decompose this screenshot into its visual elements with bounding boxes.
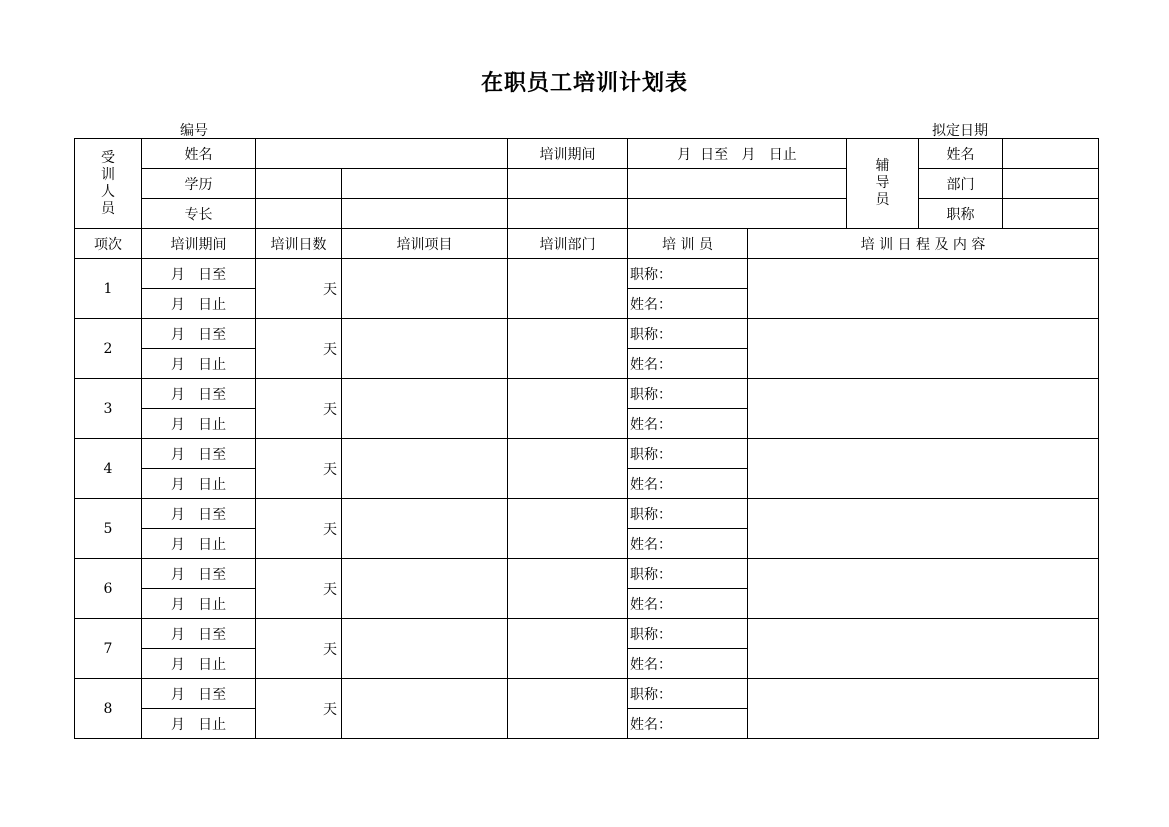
period-from[interactable]: 月 日至 (142, 679, 256, 709)
assistant-name-label: 姓名 (919, 139, 1003, 169)
item-number: 4 (75, 439, 142, 499)
trainer-name-field[interactable]: 姓名： (628, 649, 748, 679)
training-dept-field[interactable] (508, 499, 628, 559)
trainer-title-field[interactable]: 职称： (628, 559, 748, 589)
trainee-blank-cell[interactable] (508, 199, 628, 229)
col-dept-header: 培训部门 (508, 229, 628, 259)
trainee-specialty-label: 专长 (142, 199, 256, 229)
training-row-top (75, 319, 1099, 349)
training-row-top (75, 259, 1099, 289)
training-dept-field[interactable] (508, 559, 628, 619)
training-project-field[interactable] (342, 439, 508, 499)
assistant-dept-field[interactable] (1003, 169, 1099, 199)
training-project-field[interactable] (342, 319, 508, 379)
column-header-row (75, 229, 1099, 259)
training-days[interactable]: 天 (256, 439, 342, 499)
trainer-title-field[interactable]: 职称： (628, 439, 748, 469)
trainer-title-field[interactable]: 职称： (628, 499, 748, 529)
period-to[interactable]: 月 日止 (142, 589, 256, 619)
col-period-header: 培训期间 (142, 229, 256, 259)
period-to[interactable]: 月 日止 (142, 649, 256, 679)
schedule-content-field[interactable] (748, 259, 1099, 319)
period-from[interactable]: 月 日至 (142, 379, 256, 409)
training-row-top (75, 679, 1099, 709)
trainee-specialty-field[interactable] (256, 199, 342, 229)
training-days[interactable]: 天 (256, 559, 342, 619)
assistant-title-field[interactable] (1003, 199, 1099, 229)
trainer-title-field[interactable]: 职称： (628, 679, 748, 709)
item-number: 8 (75, 679, 142, 739)
trainee-row-specialty (75, 199, 1099, 229)
training-project-field[interactable] (342, 679, 508, 739)
period-to[interactable]: 月 日止 (142, 529, 256, 559)
date-label: 拟定日期 (932, 123, 988, 139)
training-days[interactable]: 天 (256, 679, 342, 739)
trainee-education-label: 学历 (142, 169, 256, 199)
training-row-top (75, 439, 1099, 469)
col-project-header: 培训项目 (342, 229, 508, 259)
period-from[interactable]: 月 日至 (142, 319, 256, 349)
trainer-name-field[interactable]: 姓名： (628, 529, 748, 559)
page-title: 在职员工培训计划表 (480, 70, 688, 96)
trainee-education-field-2[interactable] (342, 169, 508, 199)
item-number: 6 (75, 559, 142, 619)
col-trainer-header: 培 训 员 (628, 229, 748, 259)
training-row-top (75, 379, 1099, 409)
assistant-title-label: 职称 (919, 199, 1003, 229)
assistant-name-field[interactable] (1003, 139, 1099, 169)
col-days-header: 培训日数 (256, 229, 342, 259)
assistant-dept-label: 部门 (919, 169, 1003, 199)
training-row-top (75, 619, 1099, 649)
training-row-top (75, 499, 1099, 529)
code-label: 编号 (180, 123, 208, 139)
trainee-period-label: 培训期间 (508, 139, 628, 169)
trainer-name-field[interactable]: 姓名： (628, 409, 748, 439)
schedule-content-field[interactable] (748, 619, 1099, 679)
trainee-name-label: 姓名 (142, 139, 256, 169)
trainer-title-field[interactable]: 职称： (628, 379, 748, 409)
trainer-title-field[interactable]: 职称： (628, 619, 748, 649)
trainee-blank-cell-wide[interactable] (628, 169, 847, 199)
trainee-blank-cell-wide[interactable] (628, 199, 847, 229)
item-number: 5 (75, 499, 142, 559)
schedule-content-field[interactable] (748, 559, 1099, 619)
training-project-field[interactable] (342, 559, 508, 619)
col-item-header: 项次 (75, 229, 142, 259)
schedule-content-field[interactable] (748, 319, 1099, 379)
training-dept-field[interactable] (508, 679, 628, 739)
trainee-row-name (75, 139, 1099, 169)
item-number: 7 (75, 619, 142, 679)
item-number: 2 (75, 319, 142, 379)
training-days[interactable]: 天 (256, 379, 342, 439)
period-to[interactable]: 月 日止 (142, 349, 256, 379)
assistant-section-label: 辅导员 (847, 139, 919, 229)
trainee-row-education (75, 169, 1099, 199)
item-number: 1 (75, 259, 142, 319)
period-from[interactable]: 月 日至 (142, 259, 256, 289)
schedule-content-field[interactable] (748, 439, 1099, 499)
trainee-blank-cell[interactable] (508, 169, 628, 199)
training-row-top (75, 559, 1099, 589)
period-from[interactable]: 月 日至 (142, 439, 256, 469)
trainee-period-value[interactable]: 月 日至 月 日止 (628, 139, 847, 169)
training-dept-field[interactable] (508, 319, 628, 379)
trainee-education-field[interactable] (256, 169, 342, 199)
period-from[interactable]: 月 日至 (142, 559, 256, 589)
trainer-name-field[interactable]: 姓名： (628, 349, 748, 379)
training-days[interactable]: 天 (256, 619, 342, 679)
trainer-name-field[interactable]: 姓名： (628, 289, 748, 319)
training-days[interactable]: 天 (256, 259, 342, 319)
training-project-field[interactable] (342, 259, 508, 319)
period-from[interactable]: 月 日至 (142, 619, 256, 649)
training-days[interactable]: 天 (256, 499, 342, 559)
training-days[interactable]: 天 (256, 319, 342, 379)
col-schedule-header: 培 训 日 程 及 内 容 (748, 229, 1099, 259)
trainer-title-field[interactable]: 职称： (628, 259, 748, 289)
trainer-title-field[interactable]: 职称： (628, 319, 748, 349)
period-to[interactable]: 月 日止 (142, 409, 256, 439)
training-plan-table (74, 138, 1099, 739)
trainee-name-field[interactable] (256, 139, 508, 169)
schedule-content-field[interactable] (748, 379, 1099, 439)
trainer-name-field[interactable]: 姓名： (628, 709, 748, 739)
schedule-content-field[interactable] (748, 679, 1099, 739)
trainee-specialty-field-2[interactable] (342, 199, 508, 229)
training-dept-field[interactable] (508, 619, 628, 679)
training-project-field[interactable] (342, 379, 508, 439)
trainer-name-field[interactable]: 姓名： (628, 589, 748, 619)
training-project-field[interactable] (342, 619, 508, 679)
item-number: 3 (75, 379, 142, 439)
period-to[interactable]: 月 日止 (142, 469, 256, 499)
schedule-content-field[interactable] (748, 499, 1099, 559)
period-from[interactable]: 月 日至 (142, 499, 256, 529)
period-to[interactable]: 月 日止 (142, 709, 256, 739)
training-dept-field[interactable] (508, 379, 628, 439)
period-to[interactable]: 月 日止 (142, 289, 256, 319)
training-dept-field[interactable] (508, 259, 628, 319)
training-project-field[interactable] (342, 499, 508, 559)
training-dept-field[interactable] (508, 439, 628, 499)
trainee-section-label: 受训人员 (75, 139, 142, 229)
trainer-name-field[interactable]: 姓名： (628, 469, 748, 499)
